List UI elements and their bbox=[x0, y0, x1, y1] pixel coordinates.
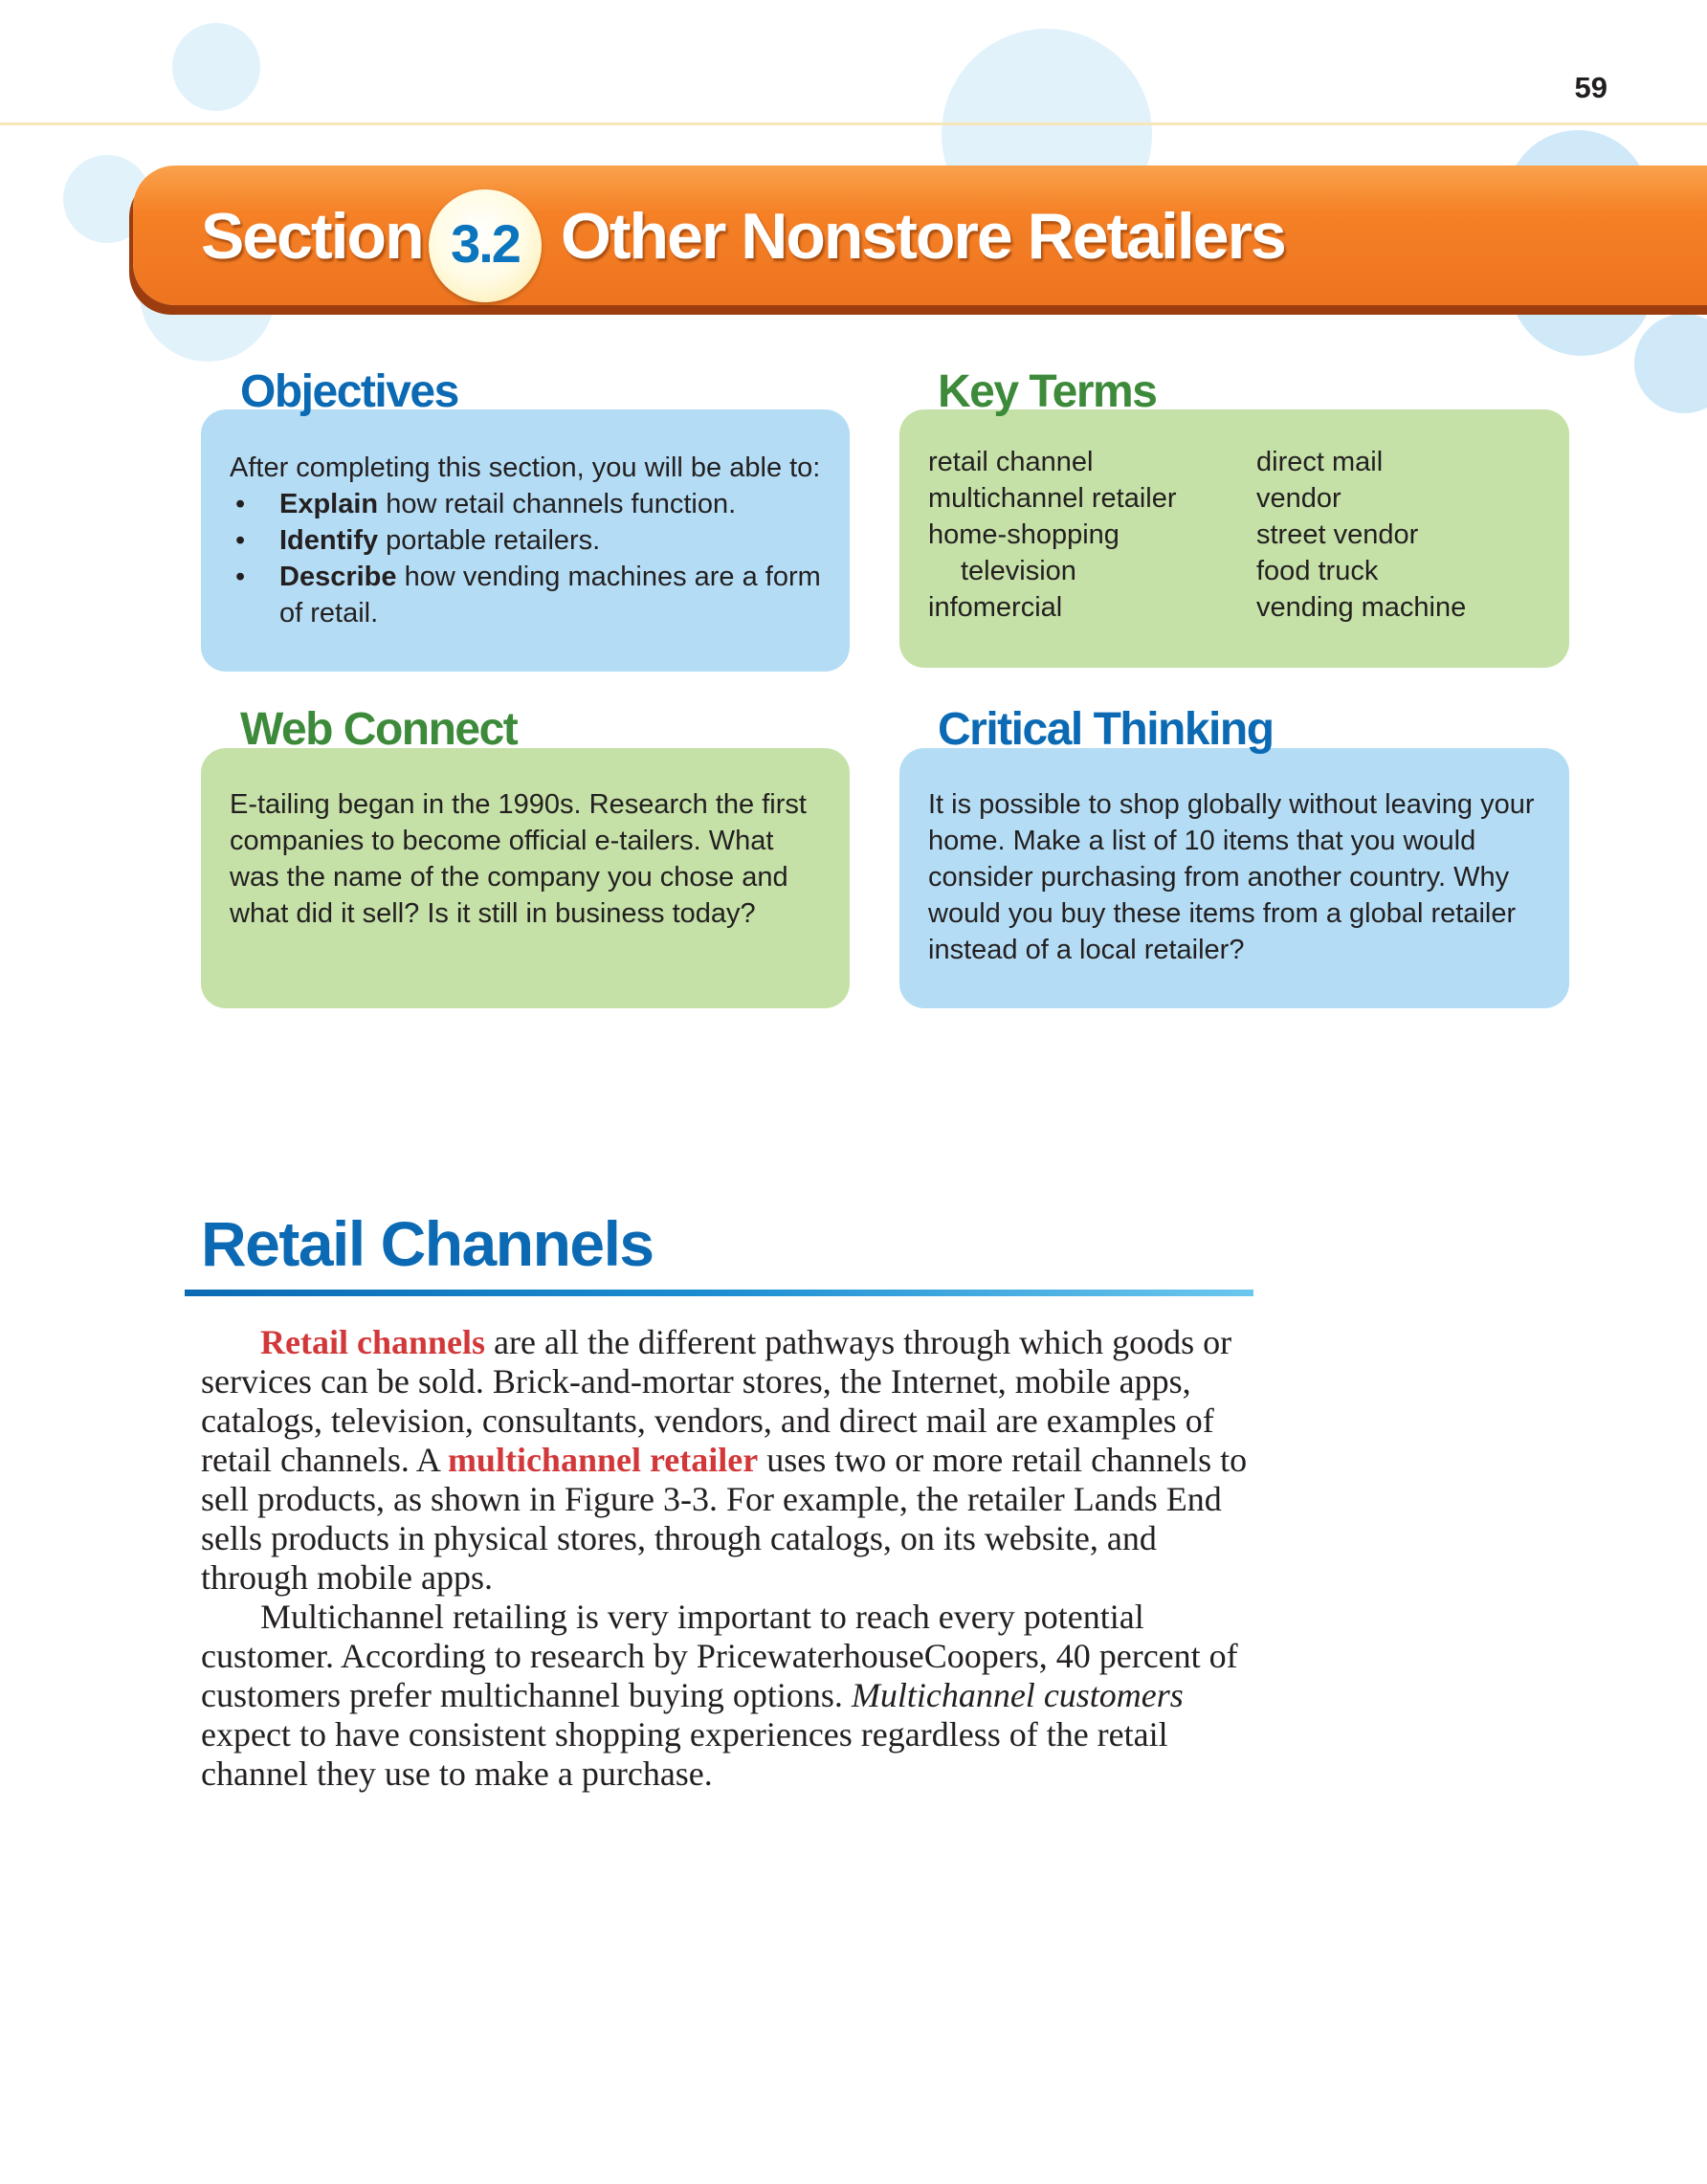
objectives-heading: Objectives bbox=[240, 366, 458, 417]
key-term: vending machine bbox=[1256, 592, 1467, 623]
key-term: direct mail bbox=[1256, 447, 1384, 477]
paragraph bbox=[201, 1323, 1263, 1598]
decorative-bubble bbox=[1634, 314, 1707, 413]
section-title: Other Nonstore Retailers bbox=[561, 200, 1285, 273]
web-connect-box bbox=[201, 748, 850, 1008]
key-terms-column-2 bbox=[1256, 444, 1466, 626]
critical-thinking-text: It is possible to shop globally without leaving your home. Make a list of 10 items that you would consider purchasing from another country. Why would you buy these items from a global retailer instead of a local retailer? bbox=[928, 789, 1535, 965]
key-term: infomercial bbox=[928, 592, 1063, 623]
objective-text: how retail channels function. bbox=[378, 489, 737, 519]
key-term: television bbox=[961, 556, 1076, 586]
key-terms-heading: Key Terms bbox=[938, 366, 1157, 417]
emphasis-text: Multichannel customers bbox=[851, 1676, 1184, 1714]
paragraph bbox=[201, 1598, 1263, 1794]
objective-text: how vending machines are a form of retail. bbox=[279, 562, 821, 629]
objective-item bbox=[230, 559, 821, 631]
key-term: retail channel bbox=[928, 447, 1094, 477]
article-heading: Retail Channels bbox=[201, 1208, 654, 1279]
objective-item bbox=[230, 486, 821, 522]
section-number: 3.2 bbox=[451, 213, 520, 274]
key-terms-box bbox=[899, 409, 1569, 668]
key-term: vendor bbox=[1256, 483, 1341, 514]
key-term-highlight: multichannel retailer bbox=[447, 1441, 759, 1479]
key-term: multichannel retailer bbox=[928, 483, 1177, 514]
article-body bbox=[201, 1323, 1263, 1794]
objectives-box bbox=[201, 409, 850, 672]
paragraph-text: uses two or more retail channels to sell products, as shown in Figure 3-3. For example, the retailer Lands End sells products in physical stores, through catalogs, on its website, and through mobile apps. bbox=[201, 1441, 1248, 1597]
header-rule bbox=[0, 122, 1707, 125]
critical-thinking-heading: Critical Thinking bbox=[938, 704, 1274, 755]
heading-underline bbox=[185, 1290, 1253, 1296]
objectives-intro: After completing this section, you will be able to: bbox=[230, 452, 821, 483]
key-terms-column-1 bbox=[928, 444, 1177, 626]
decorative-bubble bbox=[172, 23, 260, 111]
objective-verb: Explain bbox=[279, 489, 379, 519]
paragraph-text: expect to have consistent shopping experiences regardless of the retail channel they use to make a purchase. bbox=[201, 1715, 1168, 1793]
objective-verb: Describe bbox=[279, 562, 397, 592]
critical-thinking-box bbox=[899, 748, 1569, 1008]
page-number: 59 bbox=[1574, 71, 1607, 104]
paragraph-text: Multichannel retailing is very important to reach every potential customer. According to research by PricewaterhouseCoopers, 40 percent of customers prefer multichannel buying options. bbox=[201, 1598, 1238, 1714]
web-connect-text: E-tailing began in the 1990s. Research the first companies to become official e-tailers. What was the name of the company you chose and what did it sell? Is it still in business today? bbox=[230, 789, 807, 929]
objectives-list bbox=[230, 486, 821, 631]
objective-verb: Identify bbox=[279, 525, 379, 556]
key-term: food truck bbox=[1256, 556, 1379, 586]
key-term: home-shopping bbox=[928, 519, 1120, 550]
web-connect-heading: Web Connect bbox=[240, 704, 518, 755]
objective-text: portable retailers. bbox=[378, 525, 601, 556]
key-term: street vendor bbox=[1256, 519, 1419, 550]
objective-item bbox=[230, 522, 821, 559]
section-label: Section bbox=[201, 200, 423, 273]
key-term-highlight: Retail channels bbox=[260, 1323, 486, 1361]
paragraph-text: are all the different pathways through which goods or services can be sold. Brick-and-mortar stores, the Internet, mobile apps, catalogs, television, consultants, vendors, and direct mail are examples of retail channels. A bbox=[201, 1323, 1232, 1479]
